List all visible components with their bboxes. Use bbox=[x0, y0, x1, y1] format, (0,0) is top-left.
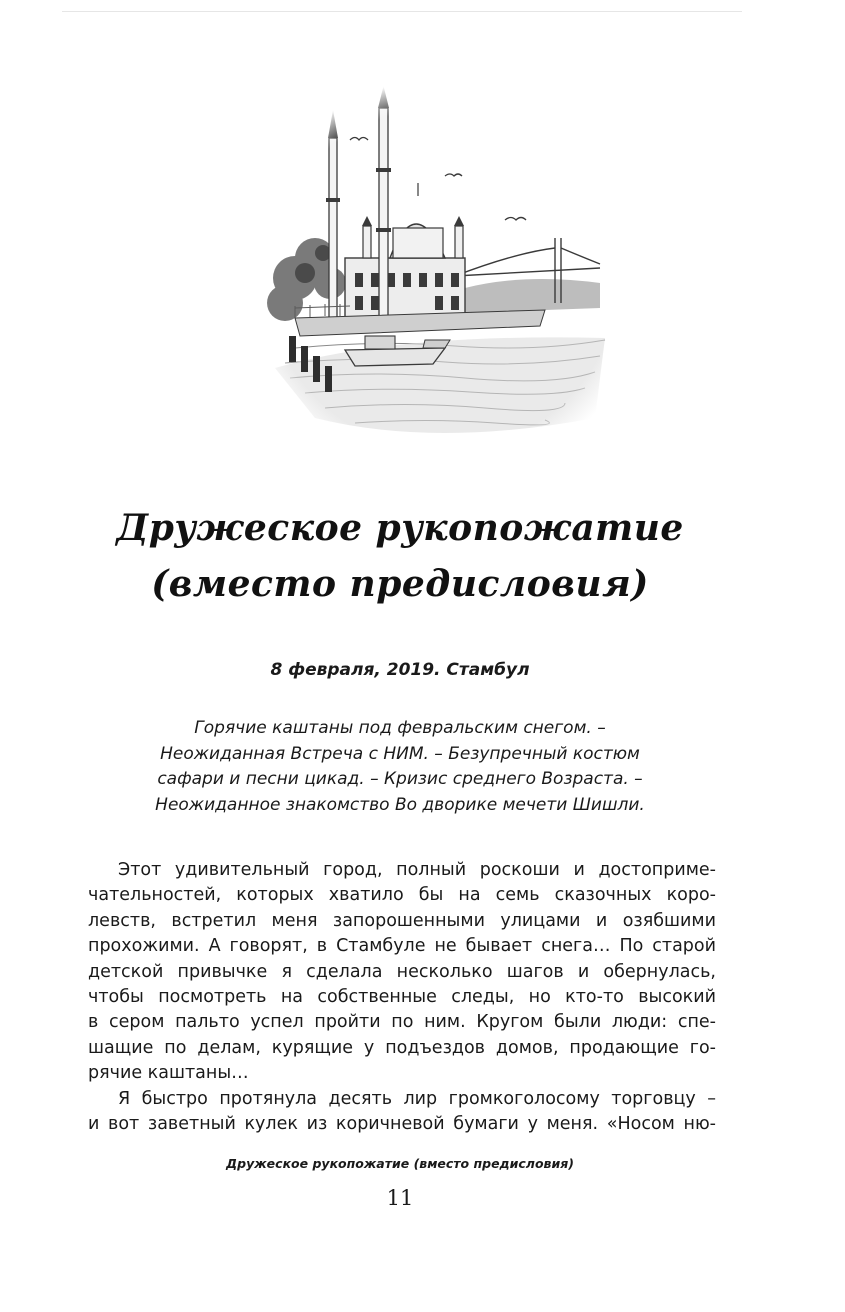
dateline: 8 февраля, 2019. Стамбул bbox=[270, 660, 530, 680]
chapter-title-line-2: (вместо предисловия) bbox=[151, 563, 649, 605]
paragraph-line: детской привычке я сделала несколько шагов и обернулась, bbox=[88, 961, 716, 982]
mosque-illustration bbox=[255, 78, 630, 443]
paragraph-line: чательностей, которых хватило бы на семь сказочных коро- bbox=[88, 885, 716, 906]
paragraph-line: в сером пальто успел пройти по ним. Кругом были люди: спе- bbox=[88, 1012, 716, 1033]
paragraph-line: прохожими. А говорят, в Стамбуле не бывает снега… По старой bbox=[88, 936, 716, 957]
paragraph-line: шащие по делам, курящие у подъездов домов, продающие го- bbox=[88, 1037, 716, 1058]
epigraph bbox=[100, 716, 700, 818]
chapter-title bbox=[100, 500, 700, 612]
epigraph-line: Неожиданное знакомство Во дворике мечети Шишли. bbox=[155, 794, 645, 815]
paragraph-line: левств, встретил меня запорошенными улицами и озябшими bbox=[88, 910, 716, 931]
body-text bbox=[88, 858, 716, 1137]
epigraph-line: сафари и песни цикад. – Кризис среднего Возраста. – bbox=[157, 769, 643, 789]
running-footer: Дружеское рукопожатие (вместо предисловия) bbox=[226, 1156, 574, 1171]
paragraph-line: Этот удивительный город, полный роскоши и достоприме- bbox=[118, 860, 716, 880]
epigraph-line: Горячие каштаны под февральским снегом. – bbox=[194, 718, 606, 738]
mosque-bosphorus-icon bbox=[255, 78, 630, 443]
paragraph-line: рячие каштаны… bbox=[88, 1063, 249, 1084]
paragraph-line: и вот заветный кулек из коричневой бумаги у меня. «Носом ню- bbox=[88, 1114, 716, 1135]
chapter-title-line-1: Дружеское рукопожатие bbox=[116, 507, 684, 549]
epigraph-line: Неожиданная Встреча с НИМ. – Безупречный костюм bbox=[160, 743, 640, 764]
page-number: 11 bbox=[386, 1186, 414, 1210]
paragraph-line: Я быстро протянула десять лир громкоголосому торговцу – bbox=[118, 1088, 716, 1109]
paragraph-line: чтобы посмотреть на собственные следы, но кто-то высокий bbox=[88, 987, 716, 1008]
top-rule bbox=[62, 11, 742, 12]
